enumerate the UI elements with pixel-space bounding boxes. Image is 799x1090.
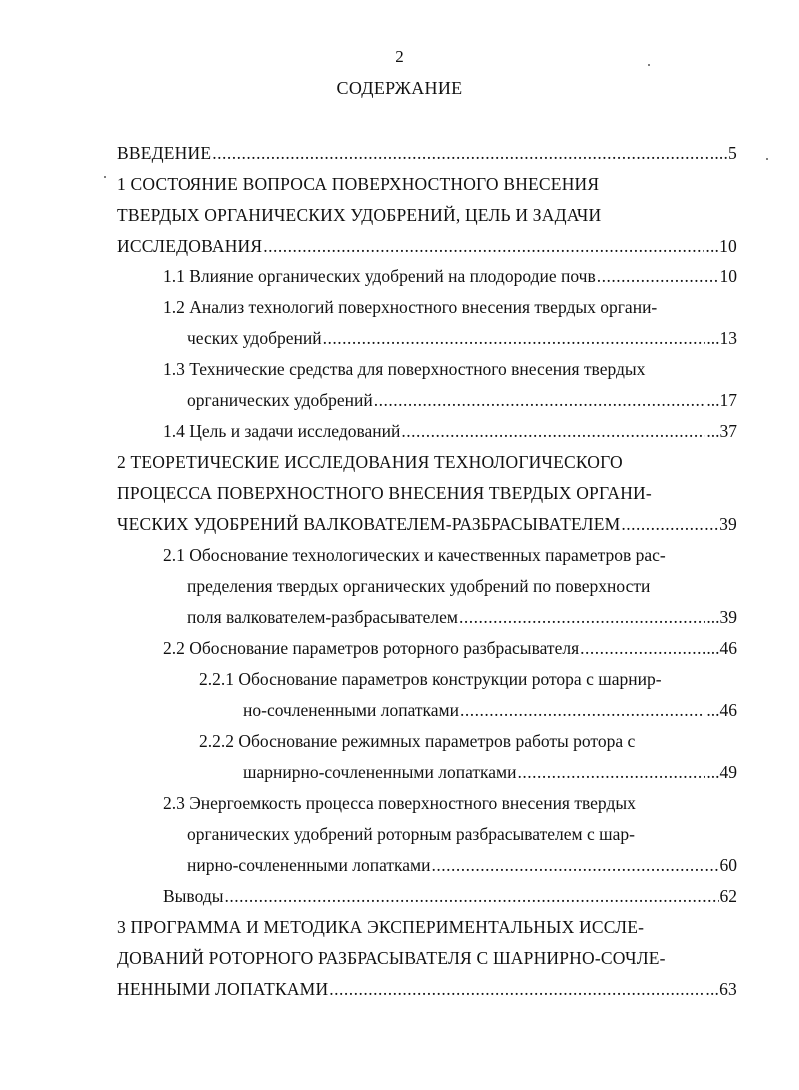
leader-dots [459, 603, 705, 631]
toc-entry-page: ...10 [705, 236, 737, 256]
toc-entry-text: 1.3 Технические средства для поверхностного внесения твердых [163, 359, 646, 379]
toc-entry-page: ...63 [705, 979, 737, 999]
toc-entry-text: но-сочлененными лопатками [243, 700, 459, 720]
toc-entry-section-1-4 [163, 417, 737, 445]
toc-entry-page: ...49 [706, 762, 737, 782]
toc-entry-chapter-3-line-3 [117, 975, 737, 1003]
toc-entry-text: ВВЕДЕНИЕ [117, 143, 212, 163]
toc-entry-section-2-1-line-3 [187, 603, 737, 631]
toc-entry-text: 1.4 Цель и задачи исследований [163, 421, 401, 441]
toc-entry-page: ....5 [709, 143, 737, 163]
toc-entry-section-1-2-line-1 [163, 293, 737, 321]
toc-entry-subsection-2-2-2-line-2 [243, 758, 737, 786]
toc-entry-page: ...46 [706, 638, 737, 658]
toc-entry-section-1-1 [163, 262, 737, 290]
toc-entry-page: 39 [719, 514, 737, 534]
toc-entry-page: 62 [719, 886, 737, 906]
scan-speck [648, 64, 650, 66]
toc-entry-chapter-3-line-1 [117, 913, 737, 941]
leader-dots [431, 851, 718, 879]
leader-dots [460, 696, 705, 724]
leader-dots [329, 975, 704, 1003]
toc-entry-page: 10 [719, 266, 737, 286]
toc-entry-page: ...39 [706, 607, 737, 627]
toc-entry-section-2-3-line-2 [187, 820, 737, 848]
leader-dots [517, 758, 705, 786]
toc-entry-section-2-2 [163, 634, 737, 662]
toc-entry-text: НЕННЫМИ ЛОПАТКАМИ [117, 979, 329, 999]
toc-entry-subsection-2-2-1-line-1 [199, 665, 737, 693]
toc-entry-chapter-1-line-2 [117, 201, 737, 229]
leader-dots [263, 232, 704, 260]
toc-entry-section-1-3-line-2 [187, 386, 737, 414]
leader-dots [374, 386, 706, 414]
leader-dots [597, 262, 719, 290]
toc-entry-page: 60 [719, 855, 737, 875]
toc-entry-text: органических удобрений [187, 390, 373, 410]
toc-entry-chapter-3-line-2 [117, 944, 737, 972]
leader-dots [224, 882, 718, 910]
toc-entry-text: ПРОЦЕССА ПОВЕРХНОСТНОГО ВНЕСЕНИЯ ТВЕРДЫХ ОРГАНИ- [117, 483, 652, 503]
scan-speck [766, 158, 768, 160]
leader-dots [323, 324, 706, 352]
toc-entry-text: 1.2 Анализ технологий поверхностного внесения твердых органи- [163, 297, 658, 317]
toc-entry-text: шарнирно-сочлененными лопатками [243, 762, 517, 782]
toc-entry-chapter-2-line-2 [117, 479, 737, 507]
toc-entry-text: ТВЕРДЫХ ОРГАНИЧЕСКИХ УДОБРЕНИЙ, ЦЕЛЬ И ЗАДАЧИ [117, 205, 602, 225]
toc-entry-section-2-1-line-2 [187, 572, 737, 600]
toc-entry-chapter-1-line-1 [117, 170, 737, 198]
toc-entry-text: 2.3 Энергоемкость процесса поверхностного внесения твердых [163, 793, 636, 813]
toc-entry-text: нирно-сочлененными лопатками [187, 855, 431, 875]
toc-entry-page: ...17 [706, 390, 737, 410]
toc-entry-section-1-2-line-2 [187, 324, 737, 352]
toc-entry-section-1-3-line-1 [163, 355, 737, 383]
toc-title: СОДЕРЖАНИЕ [336, 78, 463, 98]
toc-entry-text: 3 ПРОГРАММА И МЕТОДИКА ЭКСПЕРИМЕНТАЛЬНЫХ ИССЛЕ- [117, 917, 645, 937]
toc-entry-chapter-2-line-1 [117, 448, 737, 476]
scan-speck [104, 176, 106, 178]
toc-entry-chapter-2-line-3 [117, 510, 737, 538]
leader-dots [212, 139, 709, 167]
toc-entry-page: ...37 [706, 421, 737, 441]
toc-entry-text: 2.2.1 Обоснование параметров конструкции ротора с шарнир- [199, 669, 662, 689]
toc-entry-chapter-1-line-3 [117, 232, 737, 260]
toc-entry-conclusions [163, 882, 737, 910]
toc-entry-text: Выводы [163, 886, 224, 906]
toc-entry-page: ...13 [706, 328, 737, 348]
leader-dots [621, 510, 718, 538]
toc-entry-text: 1 СОСТОЯНИЕ ВОПРОСА ПОВЕРХНОСТНОГО ВНЕСЕНИЯ [117, 174, 600, 194]
toc-entry-subsection-2-2-2-line-1 [199, 727, 737, 755]
toc-entry-text: ЧЕСКИХ УДОБРЕНИЙ ВАЛКОВАТЕЛЕМ-РАЗБРАСЫВАТЕЛЕМ [117, 514, 621, 534]
toc-entry-text: 2.2 Обоснование параметров роторного разбрасывателя [163, 638, 580, 658]
toc-entry-text: 2 ТЕОРЕТИЧЕСКИЕ ИССЛЕДОВАНИЯ ТЕХНОЛОГИЧЕСКОГО [117, 452, 623, 472]
toc-entry-text: органических удобрений роторным разбрасывателем с шар- [187, 824, 635, 844]
toc-entry-text: ДОВАНИЙ РОТОРНОГО РАЗБРАСЫВАТЕЛЯ С ШАРНИРНО-СОЧЛЕ- [117, 948, 666, 968]
toc-entry-subsection-2-2-1-line-2 [243, 696, 737, 724]
leader-dots [401, 417, 705, 445]
toc-entry-text: поля валкователем-разбрасывателем [187, 607, 458, 627]
toc-entry-page: ...46 [706, 700, 737, 720]
toc-entry-section-2-3-line-1 [163, 789, 737, 817]
toc-entry-text: пределения твердых органических удобрений по поверхности [187, 576, 651, 596]
leader-dots [580, 634, 705, 662]
toc-entry-text: 2.1 Обоснование технологических и качественных параметров рас- [163, 545, 666, 565]
toc-entry-text: ИССЛЕДОВАНИЯ [117, 236, 263, 256]
toc-entry-text: 2.2.2 Обоснование режимных параметров работы ротора с [199, 731, 636, 751]
toc-entry-introduction [117, 139, 737, 167]
toc-entry-section-2-3-line-3 [187, 851, 737, 879]
page-number: 2 [395, 47, 404, 66]
toc-entry-section-2-1-line-1 [163, 541, 737, 569]
toc-entry-text: 1.1 Влияние органических удобрений на плодородие почв [163, 266, 596, 286]
toc-entry-text: ческих удобрений [187, 328, 322, 348]
